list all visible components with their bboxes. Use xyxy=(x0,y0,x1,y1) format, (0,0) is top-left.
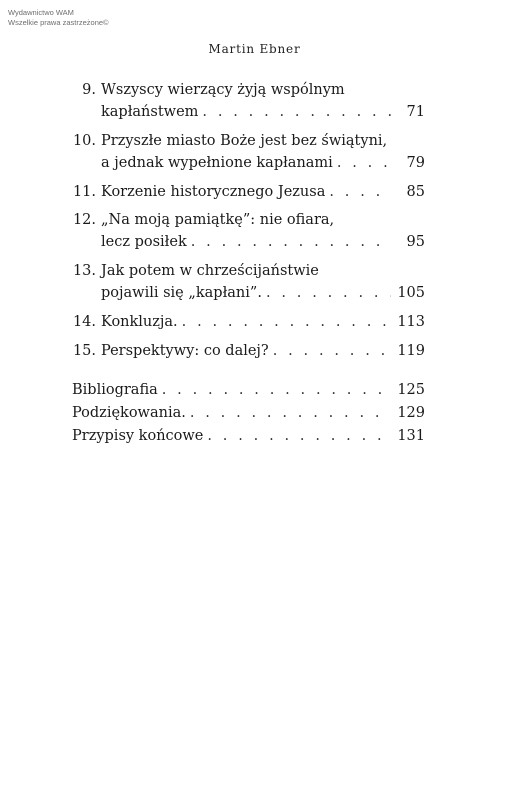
dot-leader xyxy=(190,402,391,424)
chapter-title-line: pojawili się „kapłani”. xyxy=(101,285,262,301)
dot-leader xyxy=(337,152,391,174)
chapter-number: 12. xyxy=(72,212,96,228)
dot-leader xyxy=(191,231,391,253)
page-number: 131 xyxy=(397,428,425,444)
chapter-title-line: Perspektywy: co dalej? xyxy=(101,343,269,359)
running-head-author: Martin Ebner xyxy=(208,42,301,56)
chapter-title-line: lecz posiłek xyxy=(101,234,187,250)
chapter-number: 13. xyxy=(72,263,96,279)
chapter-title-line: Wszyscy wierzący żyją wspólnym xyxy=(101,82,345,98)
chapter-title-line: Korzenie historycznego Jezusa xyxy=(101,184,326,200)
watermark-copyright: Wszelkie prawa zastrzeżone© xyxy=(8,17,109,27)
dot-leader xyxy=(162,379,391,401)
dot-leader xyxy=(202,101,391,123)
page-number: 95 xyxy=(406,234,425,250)
chapter-title-line: Konkluzja. xyxy=(101,314,178,330)
watermark-publisher: Wydawnictwo WAM xyxy=(8,8,74,17)
chapter-title-line: Jak potem w chrześcijaństwie xyxy=(101,263,319,279)
page-number: 105 xyxy=(397,285,425,301)
page-number: 129 xyxy=(397,405,425,421)
dot-leader xyxy=(329,181,391,203)
chapter-title-line: „Na moją pamiątkę”: nie ofiara, xyxy=(101,212,335,228)
dot-leader xyxy=(273,340,391,362)
back-matter-title: Bibliografia xyxy=(72,382,158,398)
chapter-number: 10. xyxy=(72,133,96,149)
chapter-title-line: a jednak wypełnione kapłanami xyxy=(101,155,333,171)
dot-leader xyxy=(266,282,391,304)
dot-leader xyxy=(182,311,391,333)
back-matter-title: Podziękowania. xyxy=(72,405,186,421)
publisher-watermark xyxy=(8,8,109,27)
page-number: 79 xyxy=(406,155,425,171)
page-number: 85 xyxy=(406,184,425,200)
chapter-number: 11. xyxy=(72,184,96,200)
dot-leader xyxy=(207,425,391,447)
page-number: 125 xyxy=(397,382,425,398)
chapter-title-line: kapłaństwem xyxy=(101,104,199,120)
page-number: 119 xyxy=(397,343,425,359)
chapter-title-line: Przyszłe miasto Boże jest bez świątyni, xyxy=(101,133,388,149)
chapter-number: 14. xyxy=(72,314,96,330)
back-matter-title: Przypisy końcowe xyxy=(72,428,204,444)
page-number: 113 xyxy=(397,314,425,330)
chapter-number: 9. xyxy=(82,82,96,98)
chapter-number: 15. xyxy=(72,343,96,359)
page-number: 71 xyxy=(406,104,425,120)
